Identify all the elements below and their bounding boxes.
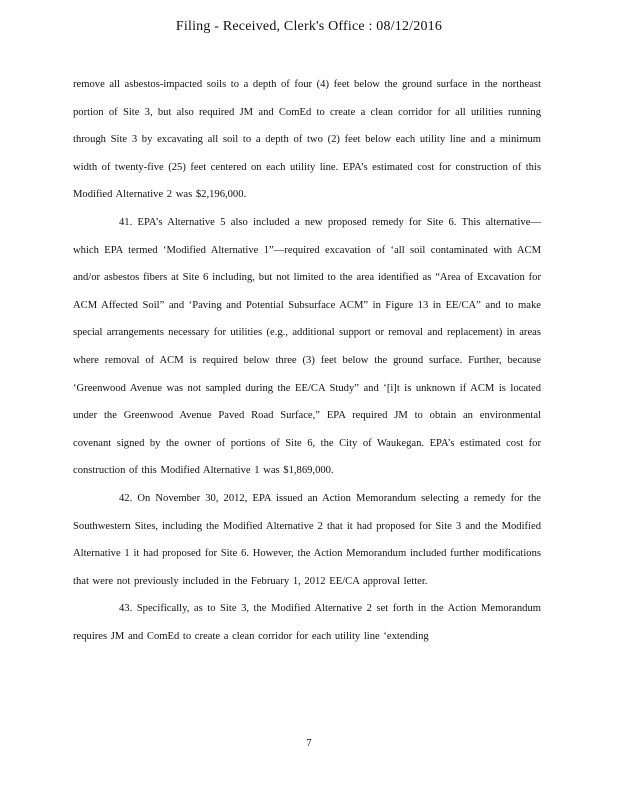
paragraph-42: 42. On November 30, 2012, EPA issued an Action Memorandum selecting a remedy for the Southwestern Sites, including the Modified Alternative 2 that it had proposed for Site 3 and the Modified Alternative 1 it had proposed for Site 6. However, the Action Memorandum included further modifications that were not previously included in the February 1, 2012 EE/CA approval letter. [73, 492, 541, 587]
page-number: 7 [306, 738, 312, 749]
filing-stamp-header: Filing - Received, Clerk's Office : 08/12/2016 [175, 19, 443, 34]
paragraph-43: 43. Specifically, as to Site 3, the Modified Alternative 2 set forth in the Action Memorandum requires JM and ComEd to create a clean corridor for each utility line ‘extending [73, 603, 541, 642]
document-body [73, 71, 541, 650]
paragraph-41: 41. EPA’s Alternative 5 also included a new proposed remedy for Site 6. This alternative—which EPA termed ‘Modified Alternative 1”—required excavation of ‘all soil contaminated with ACM and/or asbestos fibers at Site 6 including, but not limited to the area identified as “Area of Excavation for ACM Affected Soil” and ‘Paving and Potential Subsurface ACM” in Figure 13 in EE/CA” and to make special arrangements necessary for utilities (e.g., additional support or removal and replacement) in areas where removal of ACM is required below three (3) feet below the ground surface. Further, because ‘Greenwood Avenue was not sampled during the EE/CA Study” and ‘[i]t is unknown if ACM is located under the Greenwood Avenue Paved Road Surface,” EPA required JM to obtain an environmental covenant signed by the owner of portions of Site 6, the City of Waukegan. EPA’s estimated cost for construction of this Modified Alternative 1 was $1,869,000. [73, 216, 541, 477]
paragraph-continuation: remove all asbestos-impacted soils to a depth of four (4) feet below the ground surface in the northeast portion of Site 3, but also required JM and ComEd to create a clean corridor for all utilities running through Site 3 by excavating all soil to a depth of two (2) feet below each utility line and a minimum width of twenty-five (25) feet centered on each utility line. EPA’s estimated cost for construction of this Modified Alternative 2 was $2,196,000. [73, 79, 541, 201]
